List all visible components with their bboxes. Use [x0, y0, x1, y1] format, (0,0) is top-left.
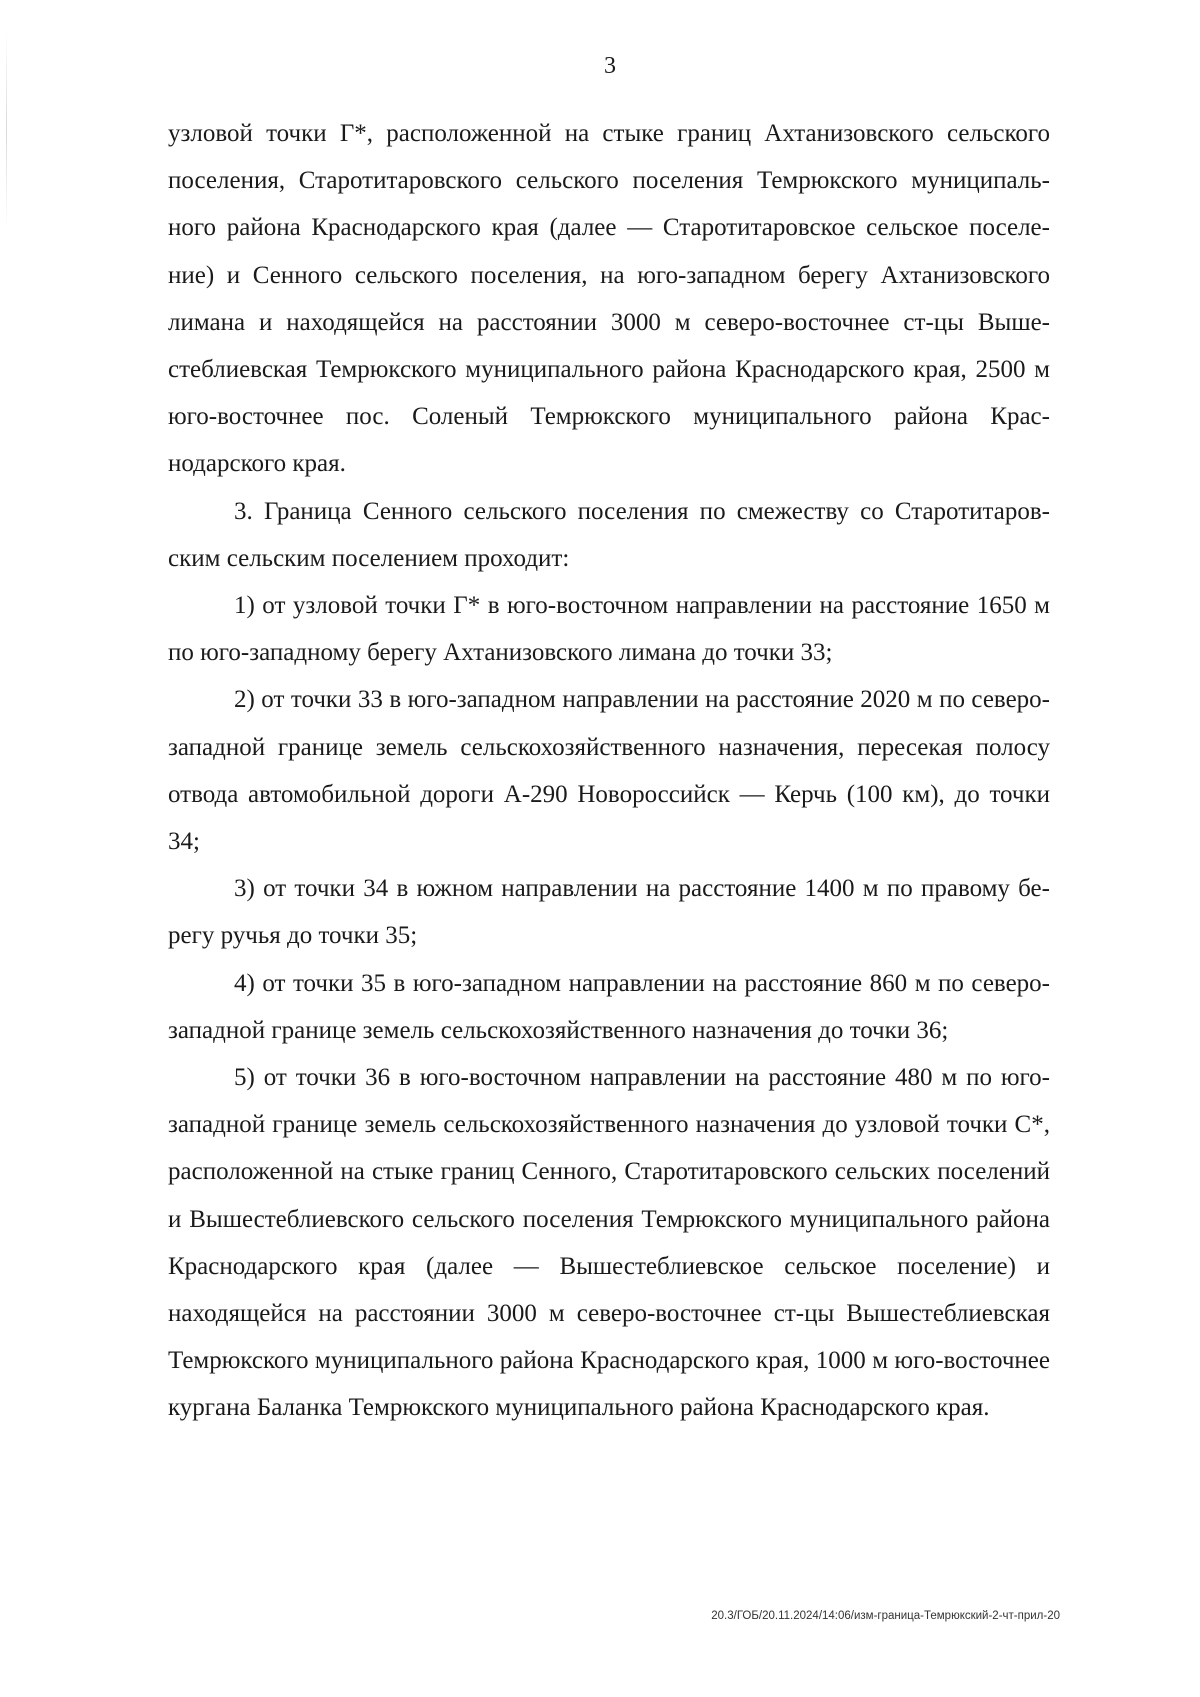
paragraph-item-5: 5) от точки 36 в юго-восточном направлении на расстояние 480 м по юго-западной границе земель сельскохозяйственного назначения до узловой точки С*, расположенной на стыке границ Сенного, Старотитаровского сельских поселений и Вышестеблиевского сельского поселения Темрюкского муниципального района Краснодарского края (далее — Вышестеблиевское сельское поселение) и находящейся на расстоянии 3000 м северо-восточнее ст-цы Вышестеблиевская Темрюкского муниципального района Краснодарского края, 1000 м юго-восточнее кургана Баланка Темрюкского муниципального района Краснодарского края.: [168, 1064, 1050, 1422]
paragraph-item-2: 2) от точки 33 в юго-западном направлении на расстояние 2020 м по северо-западной границе земель сельскохозяйственного назначения, пересекая полосу отвода автомобильной дороги А-290 Новороссийск — Керчь (100 км), до точки 34;: [168, 686, 1050, 856]
paragraph-item-4: 4) от точки 35 в юго-западном направлении на расстояние 860 м по северо-западной границе земель сельскохозяйственного назначения до точки 36;: [168, 969, 1050, 1044]
document-body: [168, 110, 1050, 1432]
paragraph-continuation: узловой точки Г*, расположенной на стыке границ Ахтанизовского сельского поселения, Старотитаровского сельского поселения Темрюкского муниципального района Краснодарского края (далее — Старотитаровское сельское поселение) и Сенного сельского поселения, на юго-западном берегу Ахтанизовского лимана и находящейся на расстоянии 3000 м северо-восточнее ст-цы Вышестеблиевская Темрюкского муниципального района Краснодарского края, 2500 м юго-восточнее пос. Соленый Темрюкского муниципального района Краснодарского края.: [168, 120, 1050, 478]
paragraph-item-1: 1) от узловой точки Г* в юго-восточном направлении на расстояние 1650 м по юго-западному берегу Ахтанизовского лимана до точки 33;: [168, 592, 1050, 667]
paragraph-item-3: 3) от точки 34 в южном направлении на расстояние 1400 м по правому берегу ручья до точки 35;: [168, 875, 1050, 950]
paragraph-section-3: 3. Граница Сенного сельского поселения по смежеству со Старотитаровским сельским поселением проходит:: [168, 497, 1050, 572]
document-footer-code: 20.3/ГОБ/20.11.2024/14:06/изм-граница-Темрюкский-2-чт-прил-20: [711, 1610, 1060, 1622]
page-number: 3: [604, 53, 616, 79]
